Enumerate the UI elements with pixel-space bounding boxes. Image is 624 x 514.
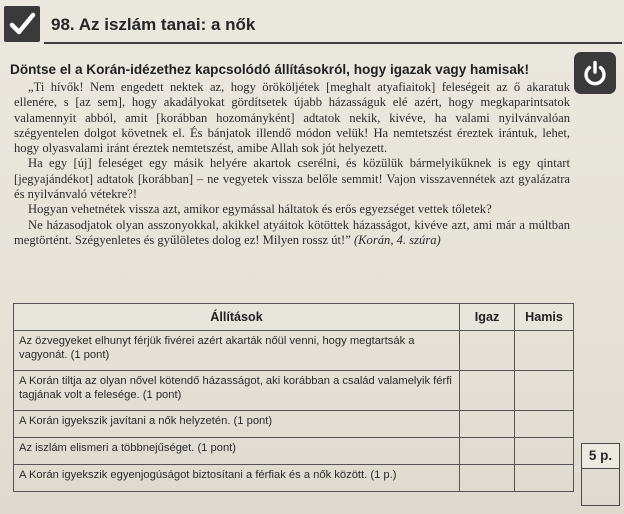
header-divider — [44, 42, 622, 44]
false-answer-cell[interactable] — [515, 411, 574, 438]
table-row — [14, 438, 574, 465]
checkmark-icon — [4, 6, 40, 42]
statement-cell: A Korán igyekszik egyenjogúságot biztosítani a férfiak és a nők között. (1 p.) — [14, 465, 460, 492]
quote-source: (Korán, 4. szúra) — [353, 232, 441, 247]
false-answer-cell[interactable] — [515, 331, 574, 371]
quote-paragraph: Hogyan vehetnétek vissza azt, amikor egymással háltatok és erős egyezséget vettek tőletek? — [28, 202, 492, 217]
statement-cell: Az özvegyeket elhunyt férjük fivérei azért akarták nőül venni, hogy megtartsák a vagyonát. (1 pont) — [14, 331, 460, 371]
task-header — [4, 6, 620, 46]
header-statements: Állítások — [14, 304, 460, 331]
quote-paragraph-text: Ne házasodjatok olyan asszonyokkal, akikkel atyáitok kötöttek házasságot, kivéve azt, ami már a múltban megtörtént. Szégyenletes és gyűlöletes dolog ez! Milyen rossz út!” — [14, 217, 570, 247]
true-answer-cell[interactable] — [460, 438, 515, 465]
statement-cell: Az iszlám elismeri a többnejűséget. (1 pont) — [14, 438, 460, 465]
quote-paragraph: „Ti hívők! Nem engedett nektek az, hogy örököljétek [meghalt atyafiaitok] feleségeit az ő akaratuk ellenére, s [az sem], hogy akadályokat gördítsetek újabb házasságuk elé azért, hogy megkaparintsatok valamennyit abból, amit [korábban hozományként] adtatok nekik, kivéve, ha valami nyilvánvalóan szégyentelen dolgot követnek el. És bánjatok illendő módon velük! Ha nemtetszést éreztek irántuk, lehet, hogy olyasvalami iránt éreztek nemtetszést, amibe Allah sok jót helyezett. — [14, 80, 570, 156]
table-row — [14, 371, 574, 411]
false-answer-cell[interactable] — [515, 465, 574, 492]
table-row — [14, 465, 574, 492]
power-icon[interactable] — [574, 52, 616, 94]
score-label: 5 p. — [581, 443, 620, 469]
true-answer-cell[interactable] — [460, 465, 515, 492]
false-answer-cell[interactable] — [515, 371, 574, 411]
koran-quote — [14, 80, 570, 248]
false-answer-cell[interactable] — [515, 438, 574, 465]
header-false: Hamis — [515, 304, 574, 331]
table-row — [14, 411, 574, 438]
task-title: 98. Az iszlám tanai: a nők — [51, 15, 256, 34]
table-header-row — [14, 304, 574, 331]
quote-paragraph — [14, 218, 570, 249]
true-answer-cell[interactable] — [460, 331, 515, 371]
instruction-text: Döntse el a Korán-idézethez kapcsolódó állításokról, hogy igazak vagy hamisak! — [10, 62, 529, 77]
statements-table — [13, 303, 574, 492]
statement-cell: A Korán tiltja az olyan nővel kötendő házasságot, aki korábban a család valamelyik férfi tagjának volt a felesége. (1 pont) — [14, 371, 460, 411]
true-answer-cell[interactable] — [460, 411, 515, 438]
quote-paragraph: Ha egy [új] feleséget egy másik helyére akartok cserélni, és közülük bármelyikűknek is egy qintart [jegyajándékot] adtatok [korábban] – ne vegyetek vissza belőle semmit! Vajon visszavennétek azt gyalázatra és nyilvánvaló vétekre?! — [14, 156, 570, 202]
header-true: Igaz — [460, 304, 515, 331]
statement-cell: A Korán igyekszik javítani a nők helyzetén. (1 pont) — [14, 411, 460, 438]
score-input-box[interactable] — [581, 468, 620, 506]
table-row — [14, 331, 574, 371]
true-answer-cell[interactable] — [460, 371, 515, 411]
